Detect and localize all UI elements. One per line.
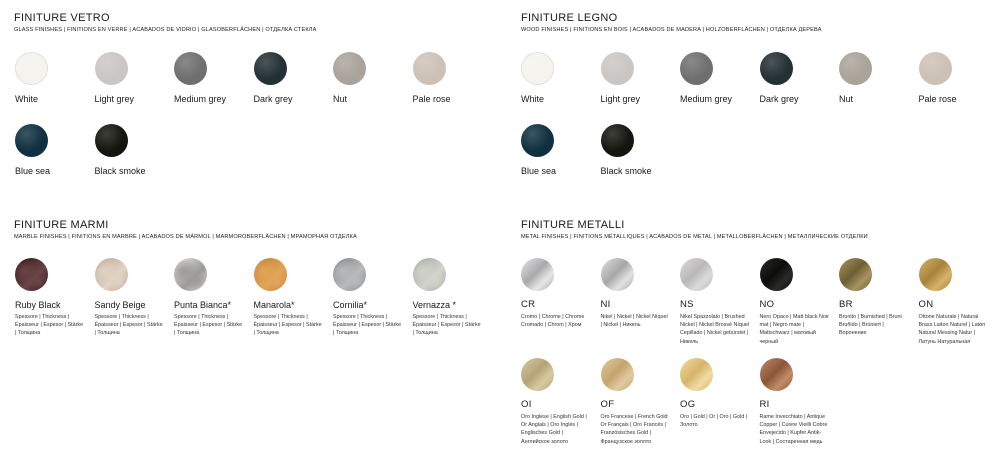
swatch-no: [760, 258, 840, 346]
section-subtitle: MARBLE FINISHES | FINITIONS EN MARBRE | ACABADOS DE MÁRMOL | MARMOROBERFLÄCHEN | МРАМОРНАЯ ОТДЕЛКА: [14, 234, 357, 240]
swatch-of: [601, 358, 681, 446]
swatch-description: Nikel | Nickel | Nickel Níquel | Nickel | Никель: [600, 314, 668, 329]
swatch-label: Blue sea: [15, 166, 51, 176]
swatch-color: [521, 52, 554, 85]
swatch-code: NS: [680, 299, 694, 310]
section-subtitle: WOOD FINISHES | FINITIONS EN BOIS | ACABADOS DE MADERA | HOLZOBERFLÄCHEN | ОТДЕЛКА ДЕРЕВА: [521, 27, 822, 33]
swatch-finish: [521, 358, 554, 391]
swatch-finish: [919, 258, 952, 291]
section-title: FINITURE METALLI: [521, 219, 625, 231]
swatch-dark-grey: [760, 52, 840, 104]
swatch-finish: [680, 358, 713, 391]
section-subtitle: GLASS FINISHES | FINITIONS EN VERRE | ACABADOS DE VIDRIO | GLASOBERFLÄCHEN | ОТДЕЛКА СТЕКЛА: [14, 27, 317, 33]
section-glass-finishes: [14, 12, 317, 33]
swatch-cr: [521, 258, 601, 329]
swatch-code: CR: [521, 299, 536, 310]
swatch-vernazza: [413, 258, 493, 338]
swatch-blue-sea: [15, 124, 95, 176]
swatch-code: NO: [759, 299, 775, 310]
section-title: FINITURE LEGNO: [521, 12, 618, 24]
swatch-texture: [333, 258, 366, 291]
swatch-code: OI: [521, 399, 532, 410]
swatch-black-smoke: [601, 124, 681, 176]
swatch-ni: [601, 258, 681, 329]
swatch-label: Black smoke: [600, 166, 652, 176]
swatch-color: [839, 52, 872, 85]
swatch-color: [919, 52, 952, 85]
swatch-finish: [839, 258, 872, 291]
swatch-light-grey: [95, 52, 175, 104]
swatch-description: Ottone Naturale | Natural Brass Laiton Naturel | Latón Natural Messing Natur | Латунь Натуральная: [918, 314, 986, 345]
swatch-description: Oro Francese | French Gold Or Français | Oro Francés | Französisches Gold | Французское золото: [600, 414, 668, 445]
swatch-cornilia: [333, 258, 413, 338]
swatch-color: [333, 52, 366, 85]
swatch-description: Spessore | Thickness | Épaisseur | Espesor | Stärke | Толщина: [333, 314, 402, 337]
swatch-color: [15, 124, 48, 157]
swatch-color: [174, 52, 207, 85]
swatch-color: [680, 52, 713, 85]
swatch-label: Pale rose: [918, 94, 957, 104]
swatch-texture: [95, 258, 128, 291]
swatch-ri: [760, 358, 840, 446]
swatch-medium-grey: [680, 52, 760, 104]
swatch-description: Oro | Gold | Or | Oro | Gold | Золото: [680, 414, 748, 429]
swatch-code: OF: [600, 399, 615, 410]
swatch-dark-grey: [254, 52, 334, 104]
swatch-color: [254, 52, 287, 85]
swatch-description: Spessore | Thickness | Épaisseur | Espesor | Stärke | Толщина: [253, 314, 322, 337]
swatch-label: Ruby Black: [15, 300, 61, 310]
swatch-code: OG: [680, 399, 696, 410]
swatch-ruby-black: [15, 258, 95, 338]
swatch-description: Spessore | Thickness | Épaisseur | Espesor | Stärke | Толщина: [174, 314, 243, 337]
swatch-blue-sea: [521, 124, 601, 176]
swatch-label: Nut: [333, 94, 348, 104]
section-title: FINITURE VETRO: [14, 12, 110, 24]
swatch-description: Nero Opaco | Matt black Noir mat | Negro mate | Mattschwarz | матовый черный: [759, 314, 829, 345]
swatch-label: Nut: [839, 94, 854, 104]
swatch-pale-rose: [413, 52, 493, 104]
swatch-pale-rose: [919, 52, 999, 104]
swatch-label: Medium grey: [174, 94, 227, 104]
swatch-label: Cornilia*: [333, 300, 368, 310]
swatch-code: NI: [600, 299, 611, 310]
swatch-finish: [601, 358, 634, 391]
swatch-label: White: [15, 94, 39, 104]
section-subtitle: METAL FINISHES | FINITIONS MÉTALLIQUES | ACABADOS DE METAL | METALLOBERFLÄCHEN | МЕТАЛЛИЧЕСКИЕ ОТДЕЛКИ: [521, 234, 868, 240]
swatch-color: [413, 52, 446, 85]
swatch-label: Vernazza *: [412, 300, 457, 310]
swatch-label: Sandy Beige: [94, 300, 146, 310]
swatch-texture: [174, 258, 207, 291]
swatch-punta-bianca: [174, 258, 254, 338]
swatch-light-grey: [601, 52, 681, 104]
section-metal-finishes: [521, 219, 868, 240]
section-marble-finishes: [14, 219, 357, 240]
swatch-label: Blue sea: [521, 166, 557, 176]
swatch-label: Punta Bianca*: [174, 300, 232, 310]
swatch-texture: [254, 258, 287, 291]
swatch-description: Spessore | Thickness | Épaisseur | Espesor | Stärke | Толщина: [15, 314, 84, 337]
swatch-description: Cromo | Chrome | Chrome Cromado | Chrom | Хром: [521, 314, 585, 329]
swatch-code: BR: [839, 299, 853, 310]
swatch-description: Rame Invecchiato | Antique Copper | Cuivre Vieilli Cobre Envejecido | Kupfer Antik-Look | Состаренная медь: [759, 414, 828, 445]
section-title: FINITURE MARMI: [14, 219, 109, 231]
swatch-label: White: [521, 94, 545, 104]
swatch-label: Medium grey: [680, 94, 733, 104]
swatch-finish: [521, 258, 554, 291]
swatch-finish: [760, 358, 793, 391]
swatch-label: Light grey: [94, 94, 135, 104]
swatch-nut: [333, 52, 413, 104]
swatch-white: [521, 52, 601, 104]
swatch-description: Nikel Spazzolato | Brushed Nickel | Nickel Brossé Níquel Cepillado | Nickel gebürstet | Никель: [680, 314, 750, 345]
swatch-label: Light grey: [600, 94, 641, 104]
swatch-sandy-beige: [95, 258, 175, 338]
swatch-description: Spessore | Thickness | Épaisseur | Espesor | Stärke | Толщина: [94, 314, 163, 337]
swatch-medium-grey: [174, 52, 254, 104]
swatch-br: [839, 258, 919, 338]
swatch-black-smoke: [95, 124, 175, 176]
swatch-manarola: [254, 258, 334, 338]
swatch-description: Spessore | Thickness | Épaisseur | Espesor | Stärke | Толщина: [412, 314, 481, 337]
swatch-texture: [15, 258, 48, 291]
swatch-description: Brunito | Burnished | Bruni Bruñido | Brüniert | Воронение: [839, 314, 902, 337]
swatch-label: Dark grey: [759, 94, 799, 104]
swatch-finish: [760, 258, 793, 291]
swatch-code: ON: [918, 299, 934, 310]
swatch-white: [15, 52, 95, 104]
swatch-finish: [601, 258, 634, 291]
swatch-label: Dark grey: [253, 94, 293, 104]
swatch-finish: [680, 258, 713, 291]
swatch-description: Oro Inglese | English Gold | Or Anglais | Oro Inglés | Englisches Gold | Английское золото: [521, 414, 587, 445]
swatch-label: Black smoke: [94, 166, 146, 176]
swatch-color: [760, 52, 793, 85]
swatch-ns: [680, 258, 760, 346]
swatch-on: [919, 258, 999, 346]
swatch-color: [95, 124, 128, 157]
swatch-code: RI: [759, 399, 770, 410]
section-wood-finishes: [521, 12, 822, 33]
swatch-label: Manarola*: [253, 300, 295, 310]
swatch-color: [601, 124, 634, 157]
swatch-color: [15, 52, 48, 85]
swatch-og: [680, 358, 760, 429]
swatch-oi: [521, 358, 601, 446]
swatch-nut: [839, 52, 919, 104]
swatch-label: Pale rose: [412, 94, 451, 104]
swatch-color: [521, 124, 554, 157]
swatch-color: [95, 52, 128, 85]
swatch-texture: [413, 258, 446, 291]
swatch-color: [601, 52, 634, 85]
